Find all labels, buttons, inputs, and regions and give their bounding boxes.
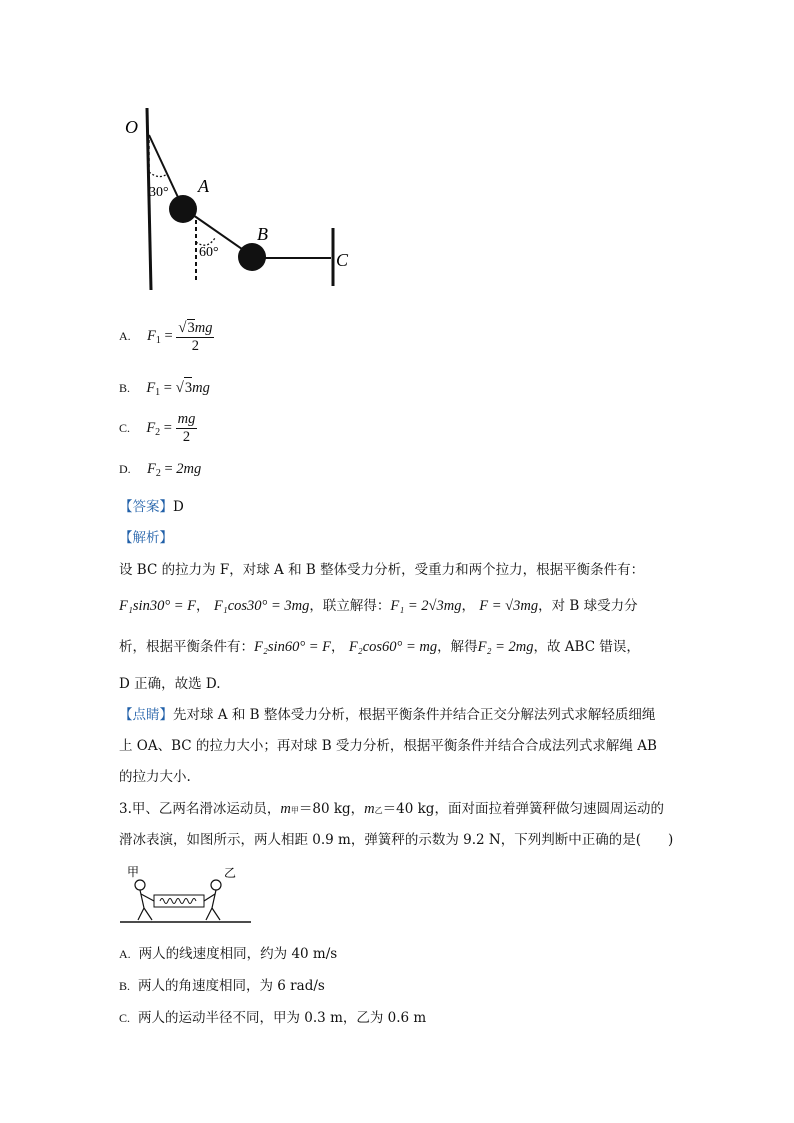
comment-line-3: 的拉力大小. (119, 769, 191, 785)
comment-line-1: 【点睛】先对球 A 和 B 整体受力分析，根据平衡条件并结合正交分解法列式求解轻质细绳 (119, 707, 656, 723)
q3-option-b: B. 两人的角速度相同，为 6 rad/s (119, 978, 325, 994)
angle-arc-30 (149, 172, 167, 177)
option-formula: $F_1 = √3mg$ (146, 380, 210, 396)
answer-label: 【答案】 (119, 499, 173, 515)
analysis-line-2: F₁sin30° = F， F₁cos30° = 3mg，联立解得：F₁ = 2√3mg， F = √3mg，对 B 球受力分 (119, 598, 638, 614)
option-formula: $F_1$ = $\frac{√3mg}{2}$ (146, 319, 213, 354)
angle-30-label: 30° (149, 185, 169, 200)
analysis-line-3: 析，根据平衡条件有：F₂sin60° = F， F₂cos60° = mg，解得F₂ = 2mg，故 ABC 错误， (119, 639, 640, 655)
ball-b (238, 243, 266, 271)
equation: F₂ = 2mg (477, 639, 534, 655)
equation: F₂sin60° = F (254, 639, 332, 655)
equation: F₁sin30° = F (119, 598, 197, 614)
analysis-line-4: D 正确，故选 D. (119, 676, 221, 692)
q3-line-1: 3.甲、乙两名滑冰运动员，m甲＝80 kg，m乙＝40 kg，面对面拉着弹簧秤做匀速圆周运动的 (119, 801, 664, 817)
label-jia: 甲 (127, 865, 140, 879)
option-a (119, 318, 214, 359)
answer-value: D (173, 499, 184, 515)
option-letter: A. (119, 329, 131, 343)
option-b (119, 377, 210, 403)
equation: F₂cos60° = mg (348, 639, 438, 655)
label-b: B (257, 224, 268, 244)
question-number: 3. (119, 801, 132, 817)
ball-a (169, 195, 197, 223)
option-formula: $F_2$ = $\frac{mg}{2}$ (146, 411, 196, 446)
option-formula: $F_2 = 2mg$ (146, 461, 202, 479)
q3-option-c: C. 两人的运动半径不同，甲为 0.3 m，乙为 0.6 m (119, 1010, 427, 1026)
equation: F₁cos30° = 3mg (213, 598, 310, 614)
answer-line (119, 497, 184, 517)
skater-left (135, 880, 154, 920)
analysis-label: 【解析】 (119, 530, 173, 546)
equation: F = √3mg (479, 598, 539, 614)
equation: F₁ = 2√3mg (390, 598, 462, 614)
option-letter: B. (119, 381, 131, 395)
analysis-line-1: 设 BC 的拉力为 F，对球 A 和 B 整体受力分析，受重力和两个拉力，根据平衡条件有： (119, 562, 645, 578)
option-letter: C. (119, 421, 131, 435)
option-d (119, 459, 201, 484)
force-diagram-figure (115, 100, 360, 295)
comment-line-2: 上 OA、BC 的拉力大小；再对球 B 受力分析，根据平衡条件并结合合成法列式求解绳 AB (119, 738, 657, 754)
skaters-figure (118, 864, 253, 928)
comment-label: 【点睛】 (119, 707, 173, 723)
q3-line-2: 滑冰表演，如图所示，两人相距 0.9 m，弹簧秤的示数为 9.2 N，下列判断中正确的是( ) (119, 832, 674, 848)
option-c (119, 410, 197, 451)
angle-60-label: 60° (199, 245, 219, 260)
label-c: C (336, 250, 349, 270)
option-letter: D. (119, 462, 131, 476)
q3-option-a: A. 两人的线速度相同，约为 40 m/s (119, 946, 338, 962)
label-o: O (125, 117, 138, 137)
skater-right (204, 880, 221, 920)
spring-balance (154, 895, 204, 907)
label-yi: 乙 (224, 866, 237, 880)
label-a: A (198, 176, 209, 196)
